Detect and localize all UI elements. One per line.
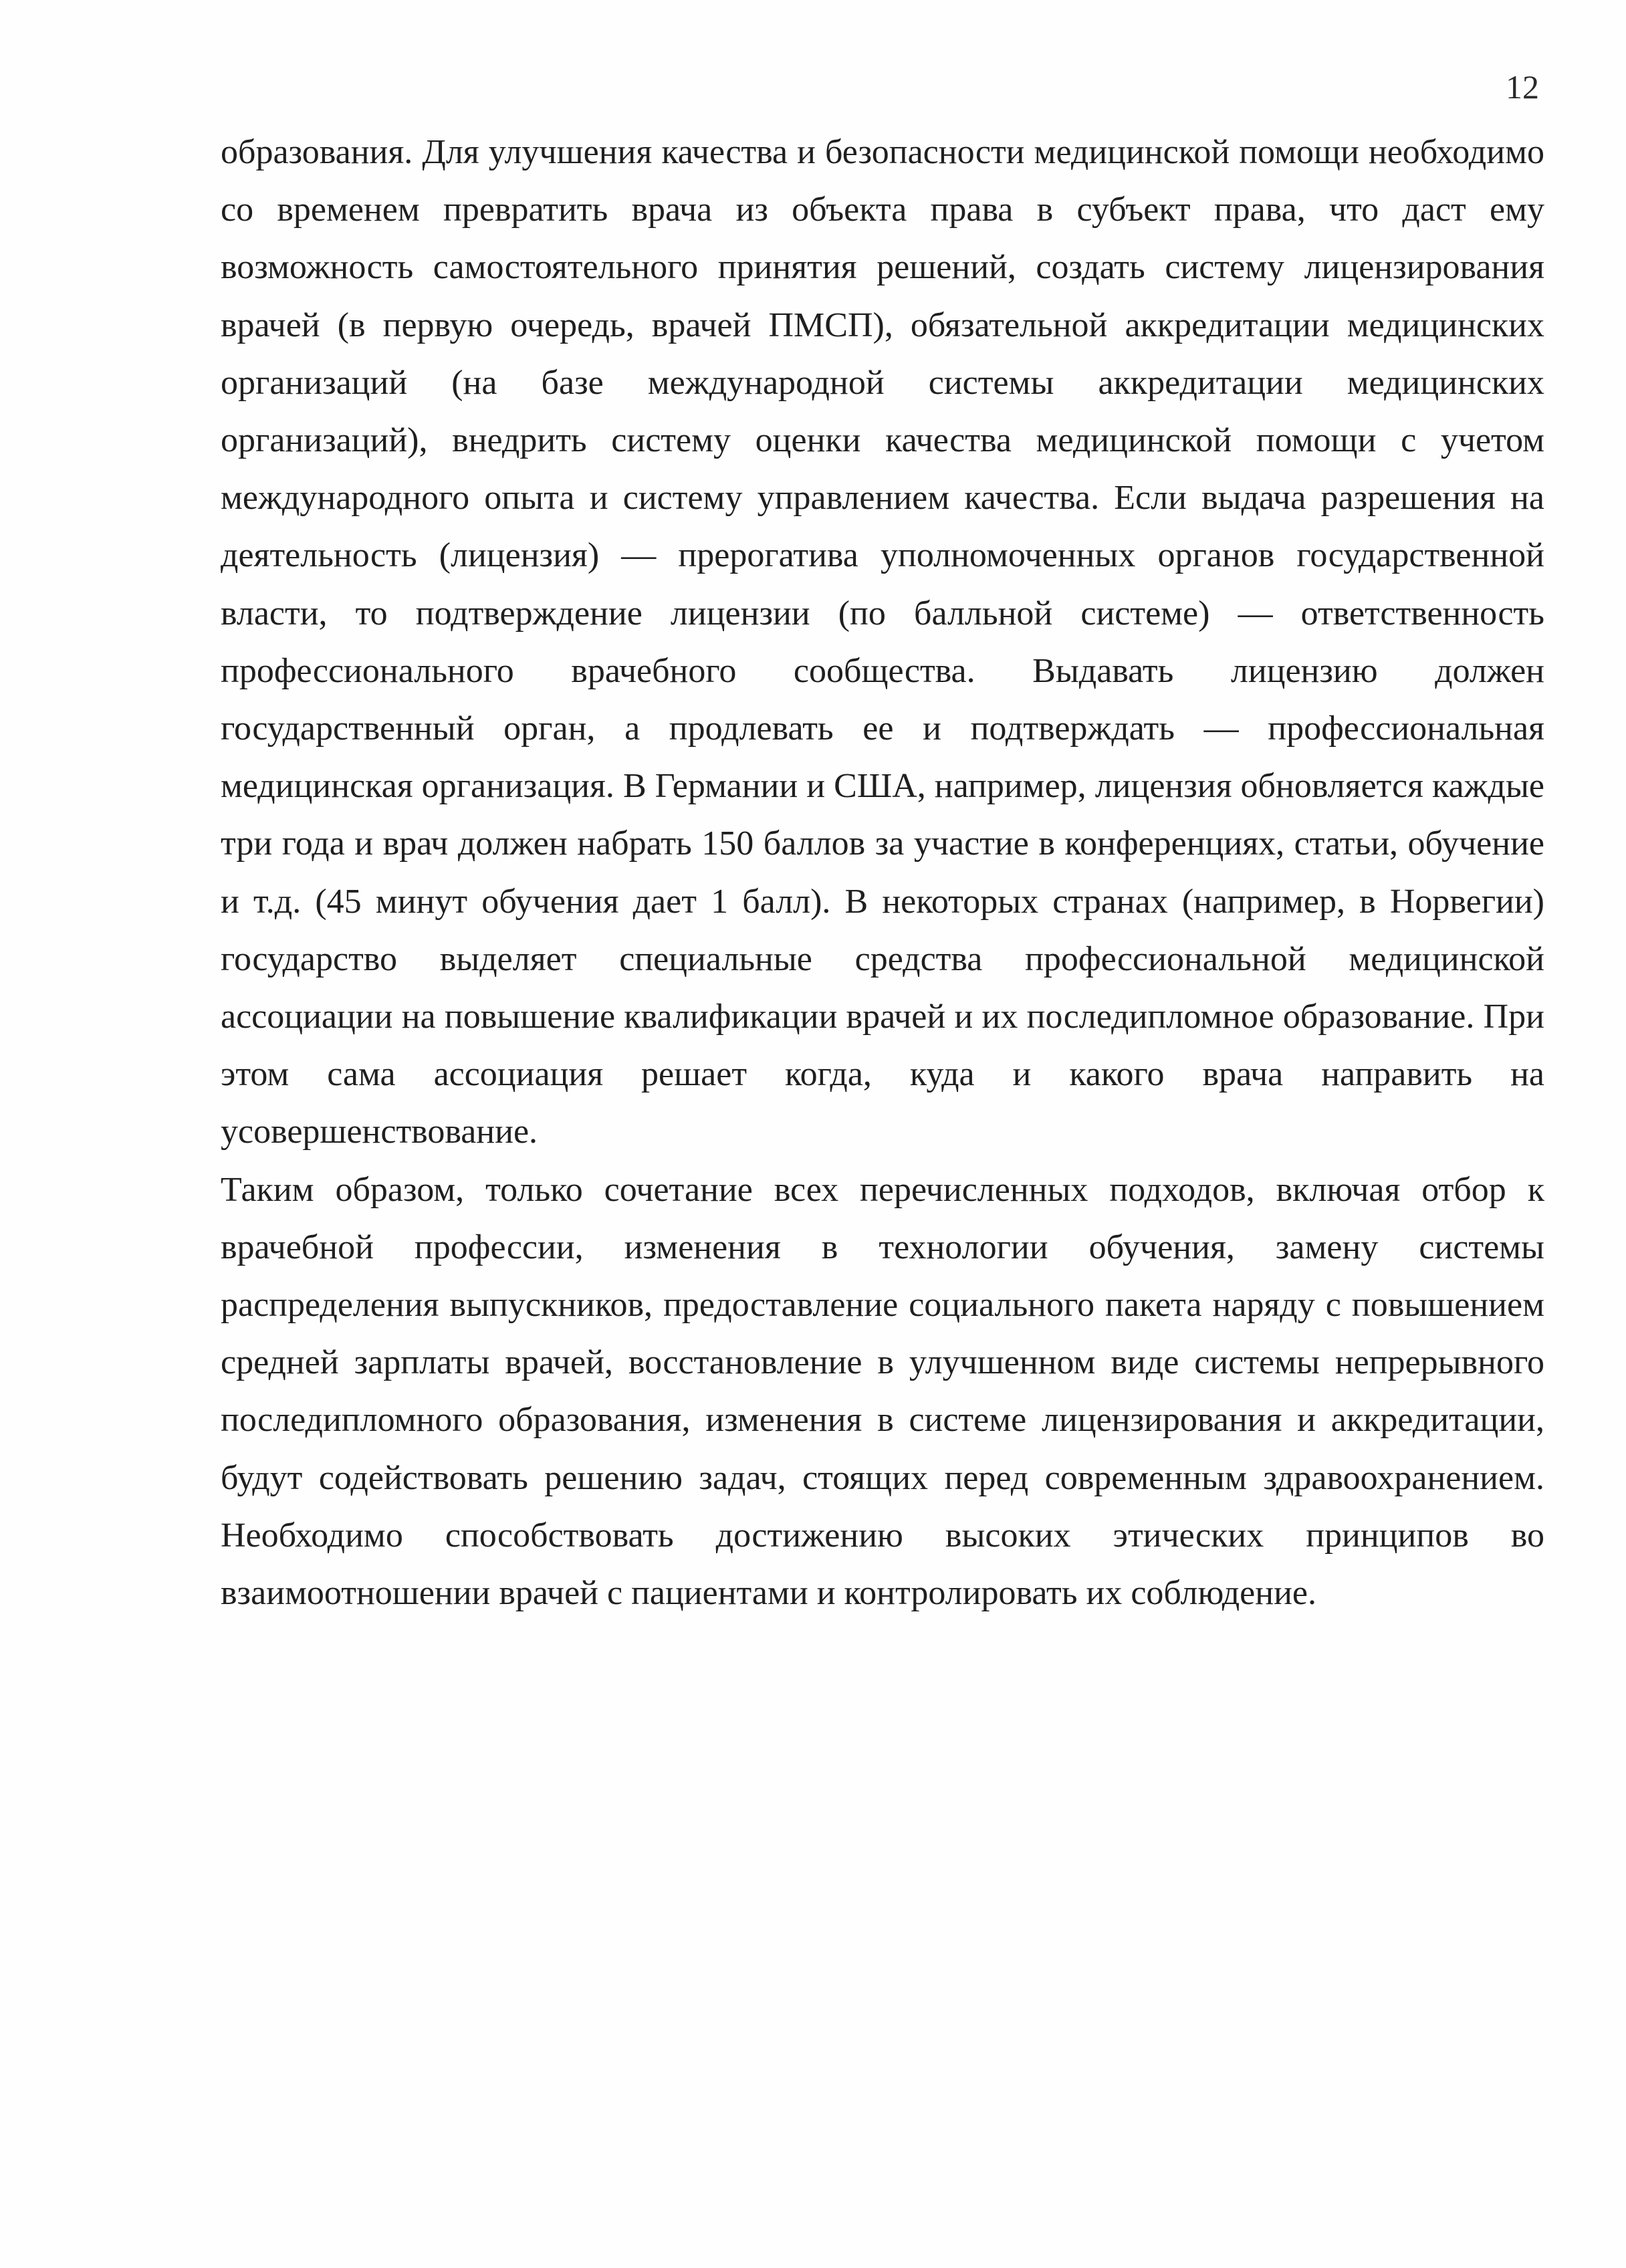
page-number: 12 bbox=[1506, 68, 1539, 106]
body-text bbox=[221, 124, 1544, 1622]
paragraph-1: образования. Для улучшения качества и безопасности медицинской помощи необходимо со временем превратить врача из объекта права в субъект права, что даст ему возможность самостоятельного принятия решений, создать систему лицензирования врачей (в первую очередь, врачей ПМСП), обязательной аккредитации медицинских организаций (на базе международной системы аккредитации медицинских организаций), внедрить систему оценки качества медицинской помощи с учетом международного опыта и систему управлением качества. Если выдача разрешения на деятельность (лицензия) — прерогатива уполномоченных органов государственной власти, то подтверждение лицензии (по балльной системе) — ответственность профессионального врачебного сообщества. Выдавать лицензию должен государственный орган, а продлевать ее и подтверждать — профессиональная медицинская организация. В Германии и США, например, лицензия обновляется каждые три года и врач должен набрать 150 баллов за участие в конференциях, статьи, обучение и т.д. (45 минут обучения дает 1 балл). В некоторых странах (например, в Норвегии) государство выделяет специальные средства профессиональной медицинской ассоциации на повышение квалификации врачей и их последипломное образование. При этом сама ассоциация решает когда, куда и какого врача направить на усовершенствование. bbox=[221, 133, 1544, 1151]
paragraph-2: Таким образом, только сочетание всех перечисленных подходов, включая отбор к врачебной профессии, изменения в технологии обучения, замену системы распределения выпускников, предоставление социального пакета наряду с повышением средней зарплаты врачей, восстановление в улучшенном виде системы непрерывного последипломного образования, изменения в системе лицензирования и аккредитации, будут содействовать решению задач, стоящих перед современным здравоохранением. Необходимо способствовать достижению высоких этических принципов во взаимоотношении врачей с пациентами и контролировать их соблюдение. bbox=[221, 1170, 1544, 1613]
